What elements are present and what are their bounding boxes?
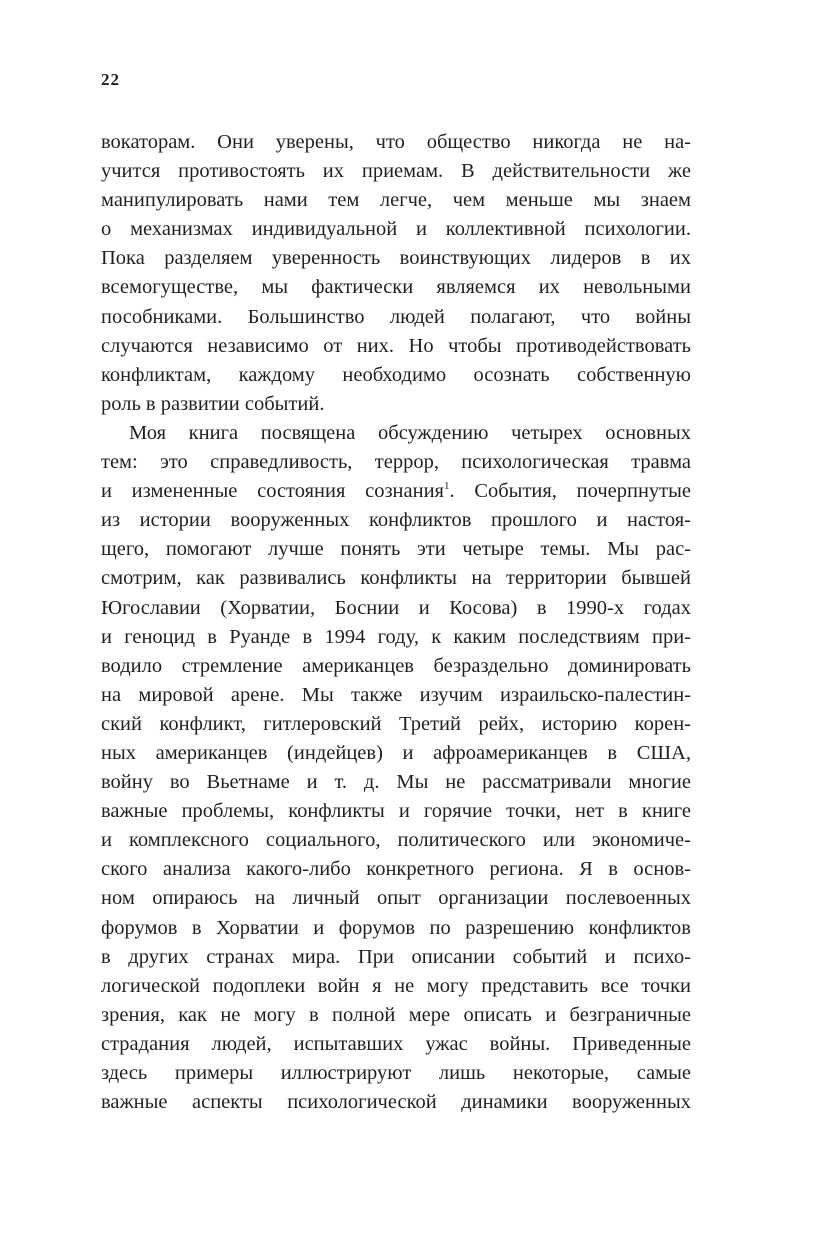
text-line: ский конфликт, гитлеровский Третий рейх, историю корен- (101, 712, 691, 735)
text-line: ского анализа какого-либо конкретного региона. Я в основ- (101, 858, 691, 881)
text-line: манипулировать нами тем легче, чем меньше мы знаем (101, 189, 691, 212)
text-line: водило стремление американцев безраздельно доминировать (101, 654, 691, 677)
text-line: вокаторам. Они уверены, что общество никогда не на- (101, 131, 691, 153)
paragraph-1 (101, 128, 691, 419)
text-line: Пока разделяем уверенность воинствующих лидеров в их (101, 247, 691, 270)
text-line: о механизмах индивидуальной и коллективной психологии. (101, 218, 691, 241)
page-number: 22 (101, 70, 120, 89)
text-fragment: . События, почерпнутые (449, 480, 692, 503)
text-line: важные проблемы, конфликты и горячие точки, нет в книге (101, 800, 691, 823)
text-line: всемогуществе, мы фактически являемся их невольными (101, 276, 691, 299)
text-line: случаются независимо от них. Но чтобы противодействовать (101, 334, 691, 357)
text-fragment: и измененные состояния сознания (101, 480, 444, 503)
text-line: Югославии (Хорватии, Боснии и Косова) в 1990-х годах (101, 596, 691, 619)
text-line: щего, помогают лучше понять эти четыре темы. Мы рас- (101, 538, 691, 561)
text-line: войну во Вьетнаме и т. д. Мы не рассматривали многие (101, 771, 691, 794)
text-line: конфликтам, каждому необходимо осознать собственную (101, 363, 691, 386)
text-line: страдания людей, испытавших ужас войны. Приведенные (101, 1032, 691, 1055)
text-line: смотрим, как развивались конфликты на территории бывшей (101, 567, 691, 590)
text-line: зрения, как не могу в полной мере описать и безграничные (101, 1003, 691, 1026)
text-line: Моя книга посвящена обсуждению четырех основных (129, 421, 691, 444)
text-line: на мировой арене. Мы также изучим израильско-палестин- (101, 683, 691, 706)
text-line: форумов в Хорватии и форумов по разрешению конфликтов (101, 916, 691, 939)
text-line: и комплексного социального, политического или экономиче- (101, 829, 691, 852)
text-line: логической подоплеки войн я не могу представить все точки (101, 974, 691, 997)
text-line: роль в развитии событий. (101, 392, 325, 415)
text-line: здесь примеры иллюстрируют лишь некоторые, самые (101, 1062, 691, 1084)
footnote-marker[interactable]: 1 (444, 480, 450, 493)
paragraph-2 (101, 419, 691, 1117)
body-text (101, 128, 691, 1117)
text-line: пособниками. Большинство людей полагают, что войны (101, 305, 691, 328)
text-line: в других странах мира. При описании событий и психо- (101, 945, 691, 968)
text-line: учится противостоять их приемам. В действительности же (101, 160, 691, 183)
text-line: из истории вооруженных конфликтов прошлого и настоя- (101, 509, 691, 532)
text-line: важные аспекты психологической динамики вооруженных (101, 1091, 691, 1114)
text-line: ном опираюсь на личный опыт организации послевоенных (101, 887, 691, 910)
text-line: и геноцид в Руанде в 1994 году, к каким последствиям при- (101, 625, 691, 648)
text-line: тем: это справедливость, террор, психологическая травма (101, 451, 691, 474)
text-line-with-footnote (101, 477, 691, 506)
text-line: ных американцев (индейцев) и афроамериканцев в США, (101, 741, 691, 764)
